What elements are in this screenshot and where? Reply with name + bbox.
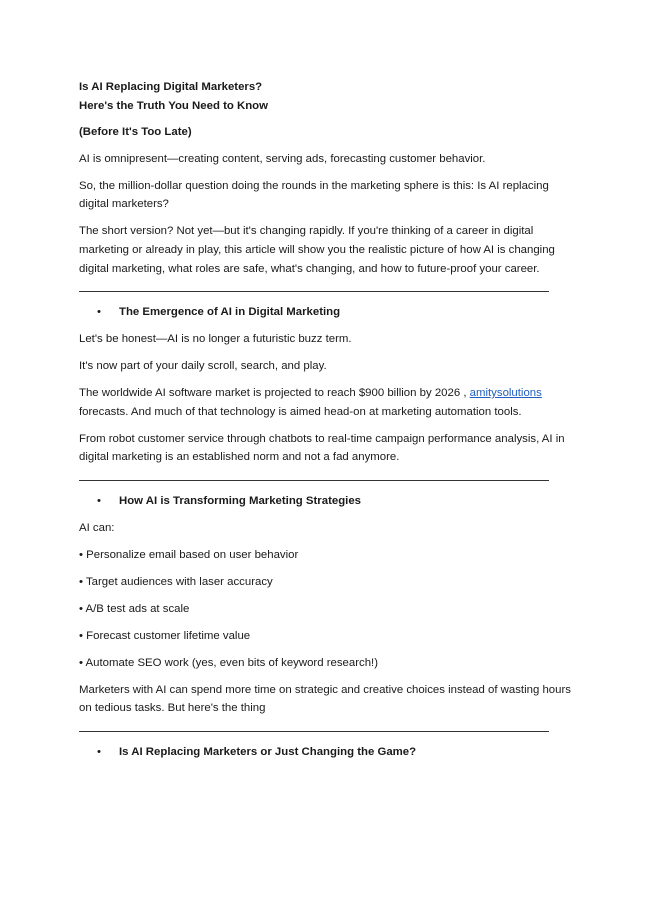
section-heading-emergence: [79, 303, 574, 322]
section-heading-text: Is AI Replacing Marketers or Just Changing the Game?: [119, 745, 417, 758]
intro-paragraph-3: The short version? Not yet—but it's changing rapidly. If you're thinking of a career in digital marketing or already in play, this article will show you the realistic picture of how AI is changing digital marketing, what roles are safe, what's changing, and how to future-proof your career.: [79, 225, 555, 275]
list-item: • Target audiences with laser accuracy: [79, 575, 273, 588]
section-heading-text: The Emergence of AI in Digital Marketing: [119, 306, 341, 319]
section-heading-text: How AI is Transforming Marketing Strategies: [119, 494, 361, 507]
subtitle: (Before It's Too Late): [79, 126, 192, 139]
section1-paragraph-3: [79, 384, 574, 421]
section1-paragraph-1: Let's be honest—AI is no longer a futuristic buzz term.: [79, 333, 352, 346]
bullet-icon: •: [97, 745, 101, 758]
horizontal-rule-2: [79, 480, 549, 481]
amitysolutions-link[interactable]: amitysolutions: [469, 387, 542, 400]
section1-paragraph-3-start: The worldwide AI software market is projected to reach $900 billion by 2026 ,: [79, 387, 470, 400]
list-item: • Personalize email based on user behavior: [79, 548, 299, 561]
document-body: [79, 78, 574, 770]
section1-paragraph-2: It's now part of your daily scroll, search, and play.: [79, 360, 327, 373]
title-line-1: Is AI Replacing Digital Marketers?: [79, 81, 263, 93]
horizontal-rule-1: [79, 291, 549, 292]
list-item: • A/B test ads at scale: [79, 602, 190, 615]
section2-closing: Marketers with AI can spend more time on strategic and creative choices instead of wasting hours on tedious tasks. But here's the thing: [79, 683, 571, 715]
section1-paragraph-3-end: forecasts. And much of that technology is aimed head-on at marketing automation tools.: [79, 405, 522, 418]
horizontal-rule-3: [79, 731, 549, 732]
section2-lead: AI can:: [79, 521, 115, 534]
list-item: • Forecast customer lifetime value: [79, 629, 251, 642]
list-item: • Automate SEO work (yes, even bits of keyword research!): [79, 656, 378, 669]
section-heading-transforming: [79, 492, 574, 511]
section1-paragraph-4: From robot customer service through chatbots to real-time campaign performance analysis, AI in digital marketing is an established norm and not a fad anymore.: [79, 432, 565, 464]
intro-paragraph-2: So, the million-dollar question doing the rounds in the marketing sphere is this: Is AI replacing digital marketers?: [79, 179, 549, 211]
title-line-2: Here's the Truth You Need to Know: [79, 99, 268, 112]
bullet-icon: •: [97, 494, 101, 507]
bullet-icon: •: [97, 306, 101, 319]
intro-paragraph-1: AI is omnipresent—creating content, serving ads, forecasting customer behavior.: [79, 152, 486, 165]
section-heading-replacing: [79, 743, 574, 762]
